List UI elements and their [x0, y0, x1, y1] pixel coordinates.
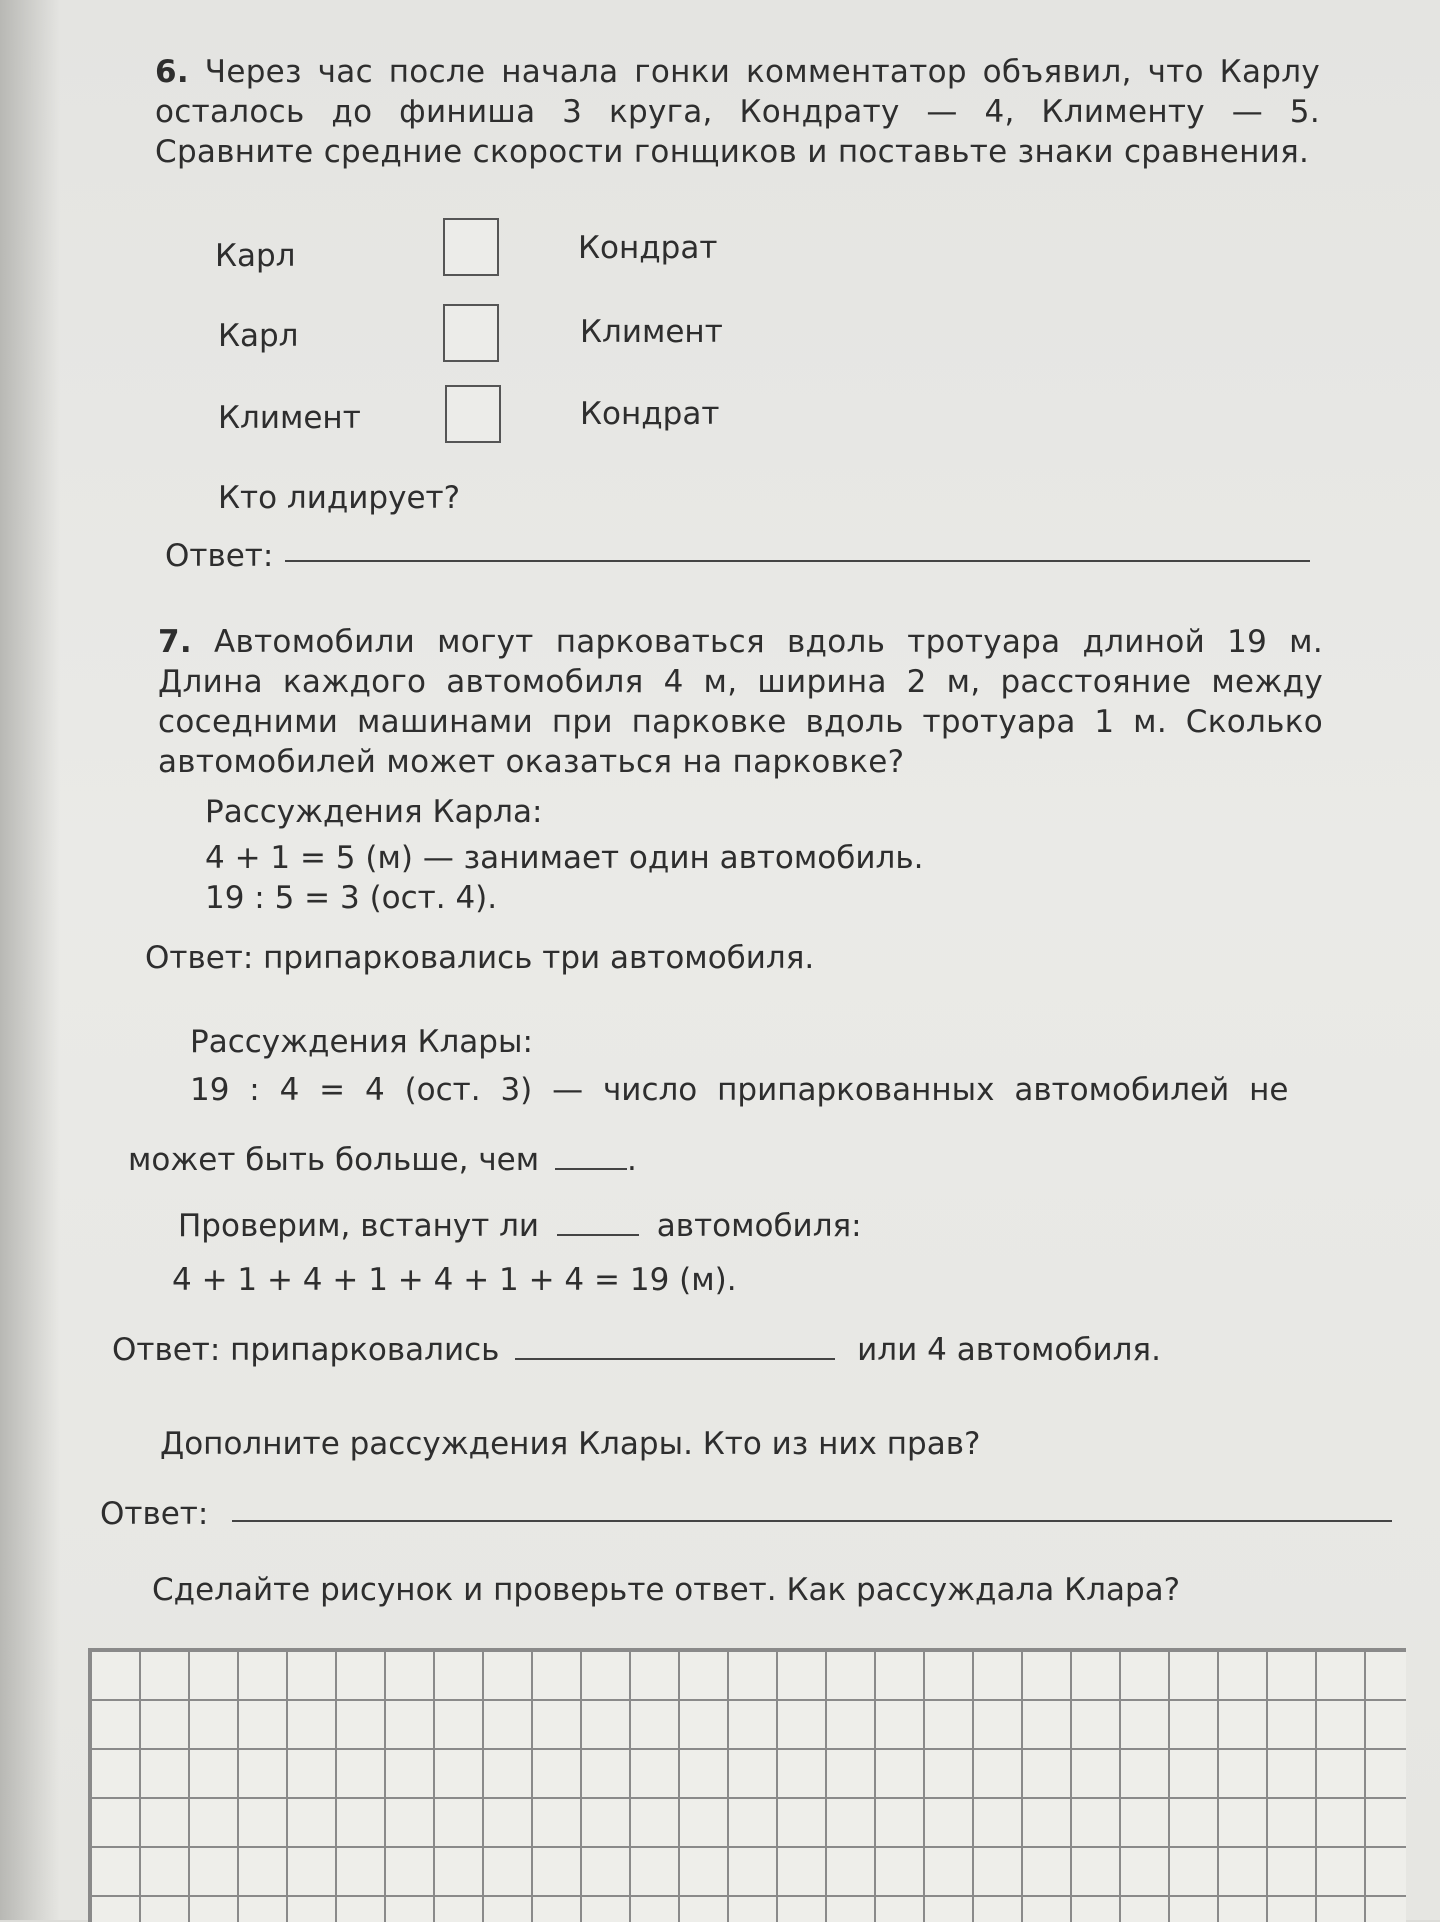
klara-check [178, 1206, 862, 1246]
task6-question: Кто лидирует? [218, 480, 461, 516]
comparison-3-left: Климент [218, 400, 361, 436]
drawing-task: Сделайте рисунок и проверьте ответ. Как рассуждала Клара? [152, 1572, 1181, 1608]
klara-heading: Рассуждения Клары: [190, 1024, 533, 1060]
klara-blank-answer[interactable] [515, 1330, 835, 1360]
klara-line2 [128, 1140, 637, 1180]
comparison-3-box[interactable] [445, 385, 501, 443]
klara-blank-max[interactable] [555, 1140, 627, 1170]
klara-answer-start: Ответ: припарковались [112, 1332, 500, 1368]
task6-answer-label: Ответ: [165, 538, 274, 574]
task6-statement [155, 52, 1320, 172]
klara-check-end: автомобиля: [656, 1208, 862, 1244]
klara-line2-text: может быть больше, чем [128, 1142, 540, 1178]
comparison-2-right: Климент [580, 314, 723, 350]
klara-blank-check[interactable] [557, 1206, 639, 1236]
klara-sum: 4 + 1 + 4 + 1 + 4 + 1 + 4 = 19 (м). [172, 1262, 737, 1298]
task7-statement [158, 622, 1323, 782]
karl-line1: 4 + 1 = 5 (м) — занимает один автомобиль. [205, 840, 924, 876]
klara-check-start: Проверим, встанут ли [178, 1208, 540, 1244]
task7-answer-line[interactable] [232, 1520, 1392, 1522]
klara-answer-end: или 4 автомобиля. [857, 1332, 1161, 1368]
task6-text: Через час после начала гонки комментатор объявил, что Карлу осталось до финиша 3 круга, Кондрату — 4, Клименту — 5. Сравните средние скорости гонщиков и поставьте знаки сравнения. [155, 54, 1320, 170]
comparison-1-right: Кондрат [578, 230, 718, 266]
complete-question: Дополните рассуждения Клары. Кто из них прав? [160, 1426, 981, 1462]
task7-number: 7. [158, 624, 192, 660]
task7-answer-label: Ответ: [100, 1496, 209, 1532]
comparison-1-left: Карл [215, 238, 296, 274]
klara-answer [112, 1330, 1161, 1370]
drawing-grid[interactable] [88, 1648, 1406, 1922]
page-edge-shadow [0, 0, 60, 1920]
karl-line2: 19 : 5 = 3 (ост. 4). [205, 880, 498, 916]
comparison-2-left: Карл [218, 318, 299, 354]
comparison-2-box[interactable] [443, 304, 499, 362]
comparison-1-box[interactable] [443, 218, 499, 276]
task6-answer-line[interactable] [285, 560, 1310, 562]
task7-text: Автомобили могут парковаться вдоль тротуара длиной 19 м. Длина каждого автомобиля 4 м, ширина 2 м, расстояние между соседними машинами при парковке вдоль тротуара 1 м. Сколько автомобилей может оказаться на парковке? [158, 624, 1323, 780]
klara-line2-end: . [627, 1142, 637, 1178]
karl-answer: Ответ: припарковались три автомобиля. [145, 940, 815, 976]
task6-number: 6. [155, 54, 189, 90]
karl-heading: Рассуждения Карла: [205, 794, 543, 830]
comparison-3-right: Кондрат [580, 396, 720, 432]
klara-line1: 19 : 4 = 4 (ост. 3) — число припаркованных автомобилей не [190, 1072, 1289, 1108]
